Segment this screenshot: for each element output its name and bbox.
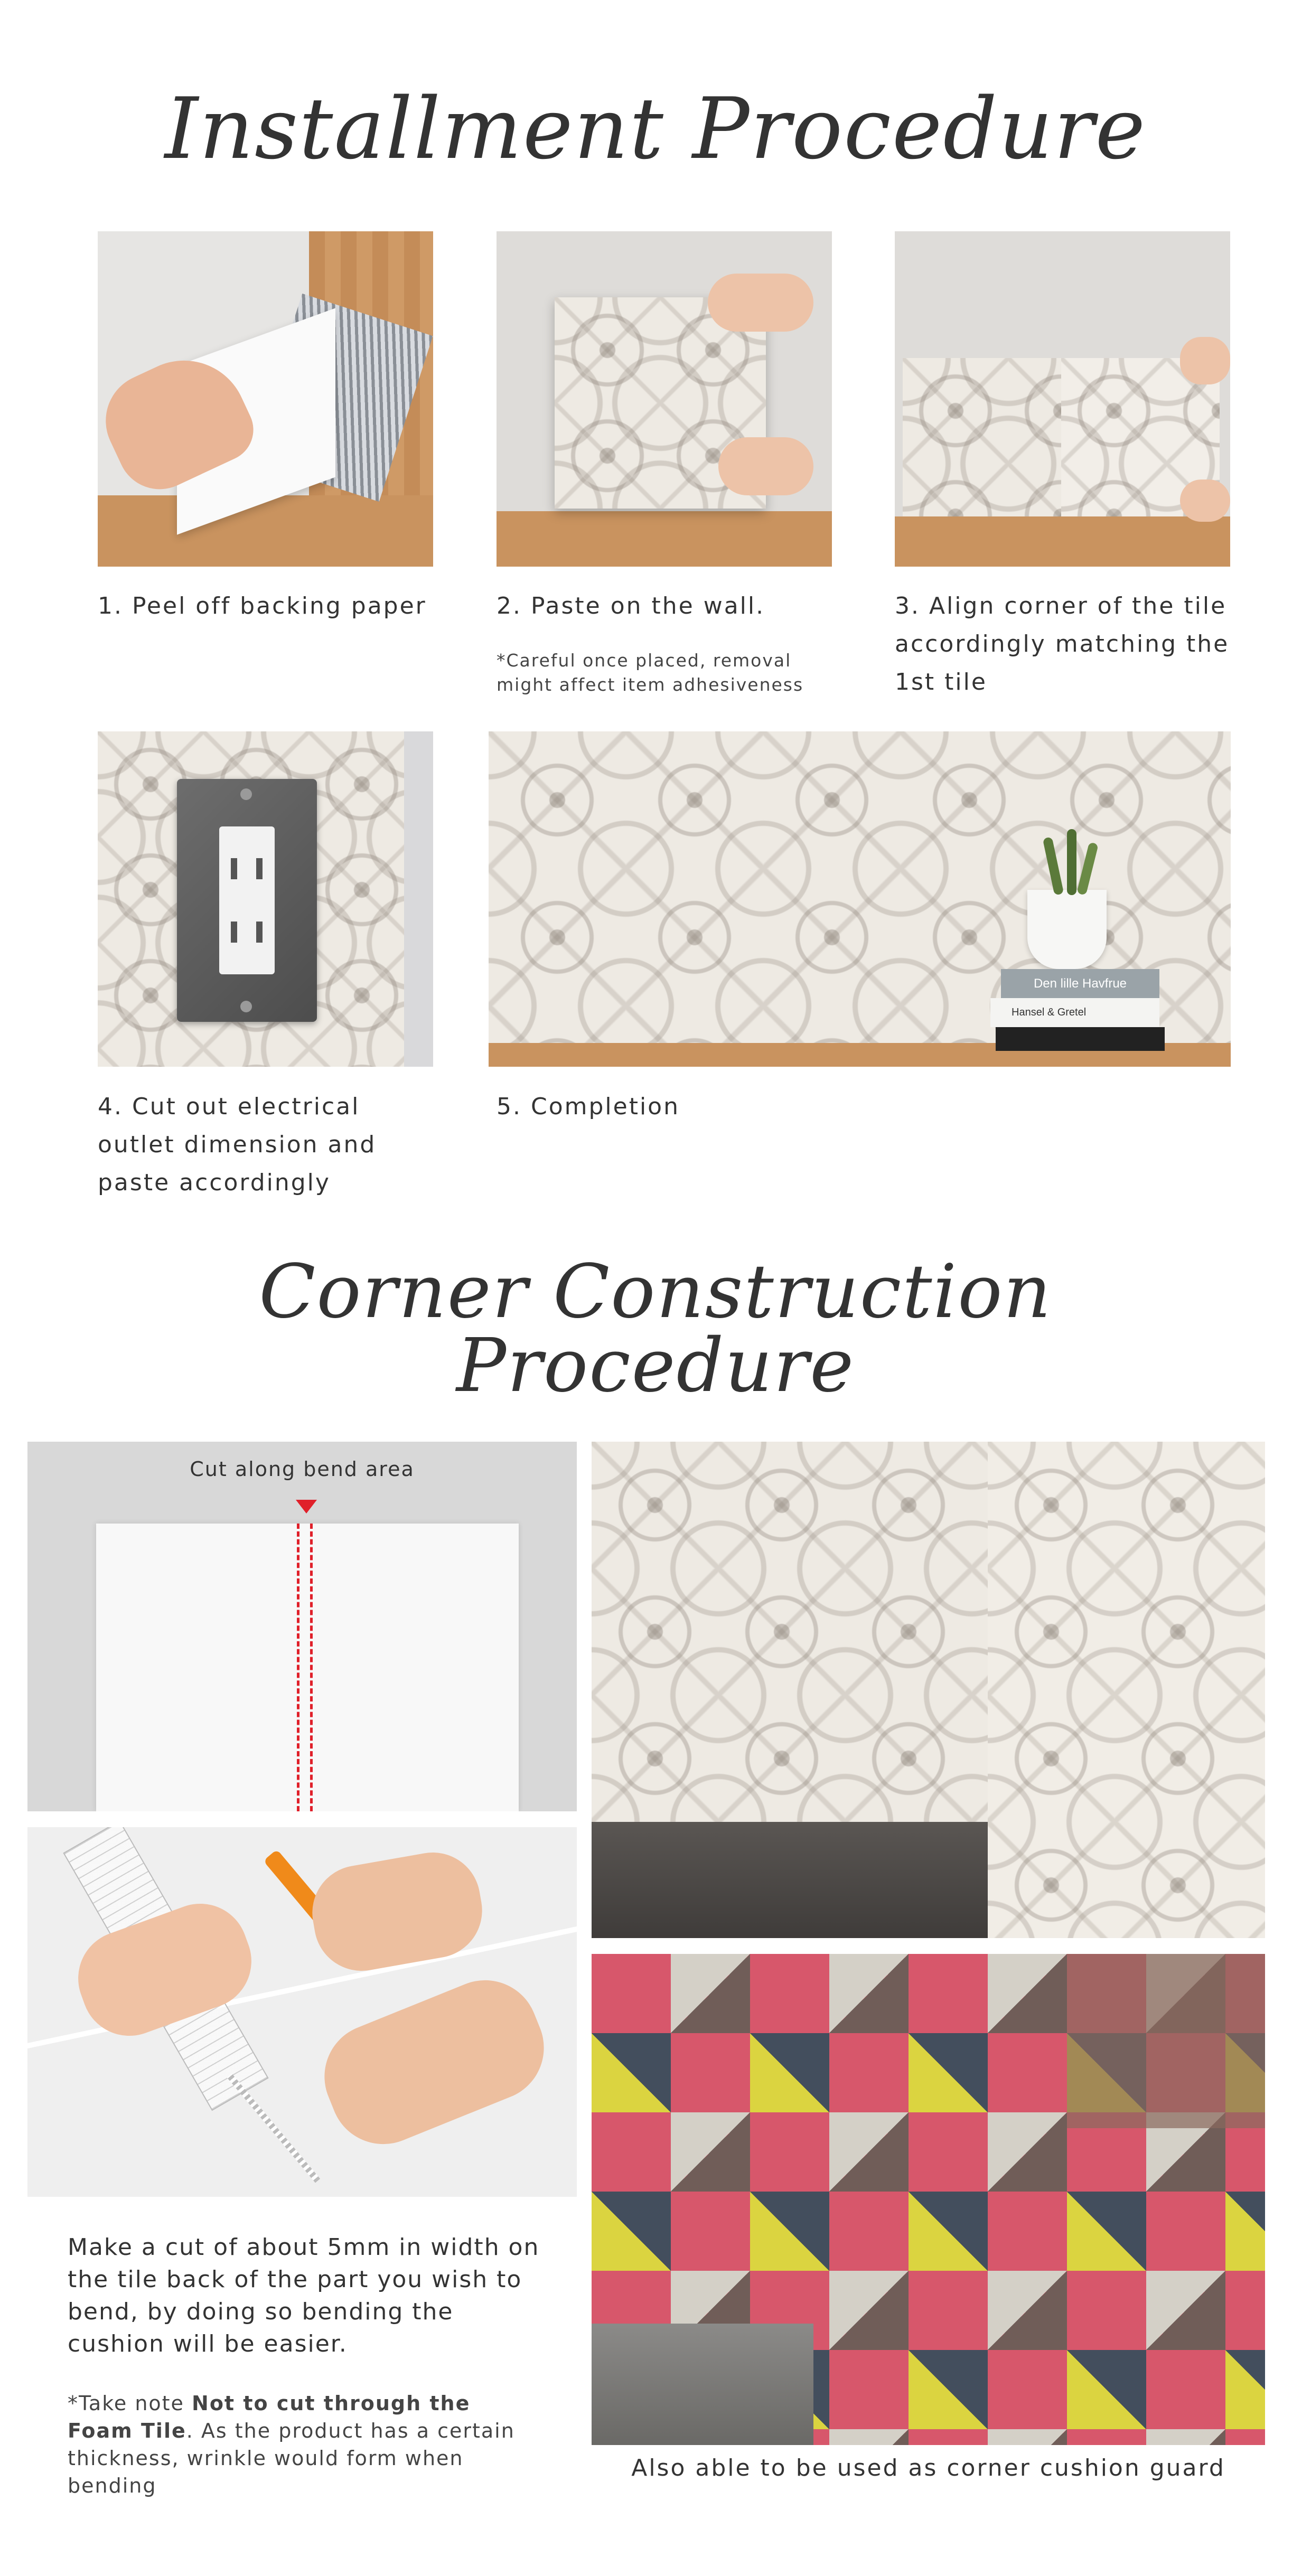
cut-arrow-icon xyxy=(296,1500,317,1513)
step3-caption: 3. Align corner of the tile accordingly matching the 1st tile xyxy=(895,593,1230,695)
book-top xyxy=(1001,969,1159,998)
cushion-guard-caption: Also able to be used as corner cushion guard xyxy=(631,2455,1225,2481)
corner-photo xyxy=(592,1442,1265,1938)
cushion-guard-photo xyxy=(592,1954,1265,2445)
cut-note-prefix: *Take note xyxy=(68,2392,192,2415)
step2-photo xyxy=(497,231,832,567)
book-bottom xyxy=(996,1027,1165,1051)
step2-caption: 2. Paste on the wall. xyxy=(497,593,765,619)
cut-line-right xyxy=(310,1524,313,1811)
step4-photo xyxy=(98,731,433,1067)
cut-guide-photo xyxy=(27,1442,577,1811)
step1-photo xyxy=(98,231,433,567)
installment-title: Installment Procedure xyxy=(164,79,1147,178)
foam-sheet xyxy=(96,1524,519,1811)
step5-caption: 5. Completion xyxy=(497,1093,680,1120)
cut-line-left xyxy=(297,1524,299,1811)
cut-instruction: Make a cut of about 5mm in width on the tile back of the part you wish to bend, by doing so bending the cushion will be easier. xyxy=(68,2234,540,2357)
outlet-plate xyxy=(177,779,317,1022)
step3-photo xyxy=(895,231,1230,567)
book-middle-title: Hansel & Gretel xyxy=(1012,1007,1087,1018)
step4-caption: 4. Cut out electrical outlet dimension and paste accordingly xyxy=(98,1093,377,1196)
cut-note-bold: Not to cut through the Foam Tile xyxy=(68,2392,471,2442)
step5-photo xyxy=(489,731,1231,1067)
cutting-photo xyxy=(27,1827,577,2197)
corner-title-line2: Procedure xyxy=(456,1323,855,1409)
corner-title-line1: Corner Construction xyxy=(259,1249,1052,1335)
cut-note xyxy=(68,2390,543,2499)
book-top-title: Den lille Havfrue xyxy=(1033,976,1127,991)
step2-note: *Careful once placed, removal might affect item adhesiveness xyxy=(497,650,804,695)
book-middle xyxy=(990,998,1159,1027)
cut-label: Cut along bend area xyxy=(190,1458,415,1481)
plant-pot xyxy=(1027,890,1107,969)
step1-caption: 1. Peel off backing paper xyxy=(98,593,427,619)
cut-note-suffix: . As the product has a certain thickness, wrinkle would form when bending xyxy=(68,2419,515,2497)
